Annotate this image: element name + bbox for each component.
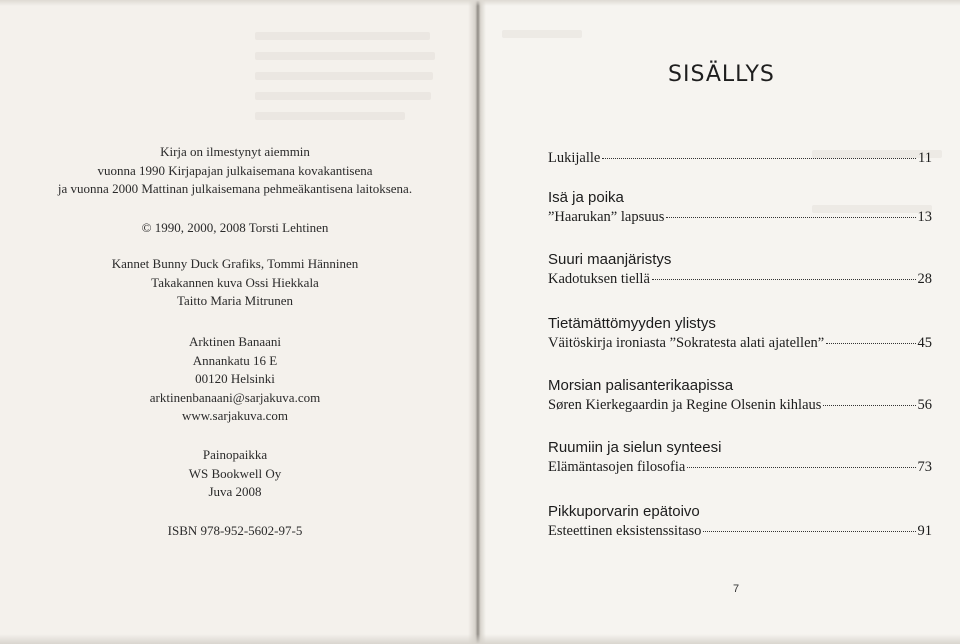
credit-line: Takakannen kuva Ossi Hiekkala — [151, 274, 319, 290]
toc-entry — [548, 333, 932, 353]
toc-page-number: 73 — [917, 459, 932, 475]
printing-line: Juva 2008 — [208, 484, 262, 499]
toc-entry — [548, 457, 932, 477]
toc-entry-title: Lukijalle — [548, 150, 601, 166]
dot-leader — [687, 467, 915, 468]
isbn-block — [30, 522, 440, 541]
dot-leader — [703, 531, 915, 532]
toc-item — [548, 148, 932, 168]
toc-page-number: 91 — [917, 523, 932, 539]
toc-heading: Tietämättömyyden ylistys — [548, 315, 716, 332]
publication-note — [30, 143, 440, 199]
toc-entry — [548, 269, 932, 289]
toc-item — [548, 189, 932, 227]
toc-item — [548, 251, 932, 289]
toc-entry-title: Elämäntasojen filosofia — [548, 459, 686, 475]
toc-item — [548, 377, 932, 415]
toc-item — [548, 503, 932, 541]
copyright-line: © 1990, 2000, 2008 Torsti Lehtinen — [141, 220, 329, 235]
toc-entry — [548, 521, 932, 541]
page-number: 7 — [733, 583, 740, 595]
printing-block — [30, 446, 440, 502]
toc-entry — [548, 207, 932, 227]
toc-entry — [548, 148, 932, 168]
dot-leader — [602, 158, 916, 159]
publisher-website: www.sarjakuva.com — [181, 408, 288, 423]
toc-page-number: 45 — [917, 335, 932, 351]
toc-page-number: 28 — [917, 271, 932, 287]
toc-entry — [548, 395, 932, 415]
publication-note-line: vuonna 1990 Kirjapajan julkaisemana kovakantisena — [97, 162, 373, 178]
dot-leader — [666, 217, 915, 218]
publisher-email: arktinenbanaani@sarjakuva.com — [149, 389, 321, 405]
printing-line: Painopaikka — [202, 447, 268, 462]
toc-entry-title: ”Haarukan” lapsuus — [548, 209, 665, 225]
copyright-block — [30, 219, 440, 238]
toc-entry-title: Väitöskirja ironiasta ”Sokratesta alati ajatellen” — [548, 335, 825, 351]
toc-heading: Morsian palisanterikaapissa — [548, 377, 734, 394]
toc-entry-title: Kadotuksen tiellä — [548, 271, 650, 287]
toc-heading: Suuri maanjäristys — [548, 251, 672, 268]
toc-entry-title: Esteettinen eksistenssitaso — [548, 523, 702, 539]
toc-page-number: 56 — [917, 397, 932, 413]
publication-note-line: Kirja on ilmestynyt aiemmin — [160, 144, 310, 159]
dot-leader — [652, 279, 916, 280]
credit-line: Kannet Bunny Duck Grafiks, Tommi Hänninen — [111, 256, 359, 271]
left-page — [0, 0, 474, 644]
toc-page-number: 11 — [918, 150, 932, 166]
dot-leader — [826, 343, 915, 344]
publisher-line: Arktinen Banaani — [188, 334, 282, 349]
toc-item — [548, 315, 932, 353]
dot-leader — [823, 405, 915, 406]
book-gutter — [468, 0, 486, 644]
toc-title: SISÄLLYS — [668, 62, 775, 87]
toc-entry-title: Søren Kierkegaardin ja Regine Olsenin kihlaus — [548, 397, 822, 413]
publisher-block — [30, 333, 440, 426]
publisher-line: 00120 Helsinki — [195, 371, 275, 386]
credits-block — [30, 255, 440, 311]
toc-heading: Pikkuporvarin epätoivo — [548, 503, 700, 520]
toc-item — [548, 439, 932, 477]
credit-line: Taitto Maria Mitrunen — [176, 293, 294, 308]
publication-note-line: ja vuonna 2000 Mattinan julkaisemana pehmeäkantisena laitoksena. — [57, 181, 413, 196]
toc-heading: Isä ja poika — [548, 189, 624, 206]
publisher-line: Annankatu 16 E — [192, 352, 278, 368]
toc-heading: Ruumiin ja sielun synteesi — [548, 439, 722, 456]
toc-page-number: 13 — [917, 209, 932, 225]
printing-line: WS Bookwell Oy — [188, 465, 282, 481]
isbn-line: ISBN 978-952-5602-97-5 — [167, 523, 303, 538]
